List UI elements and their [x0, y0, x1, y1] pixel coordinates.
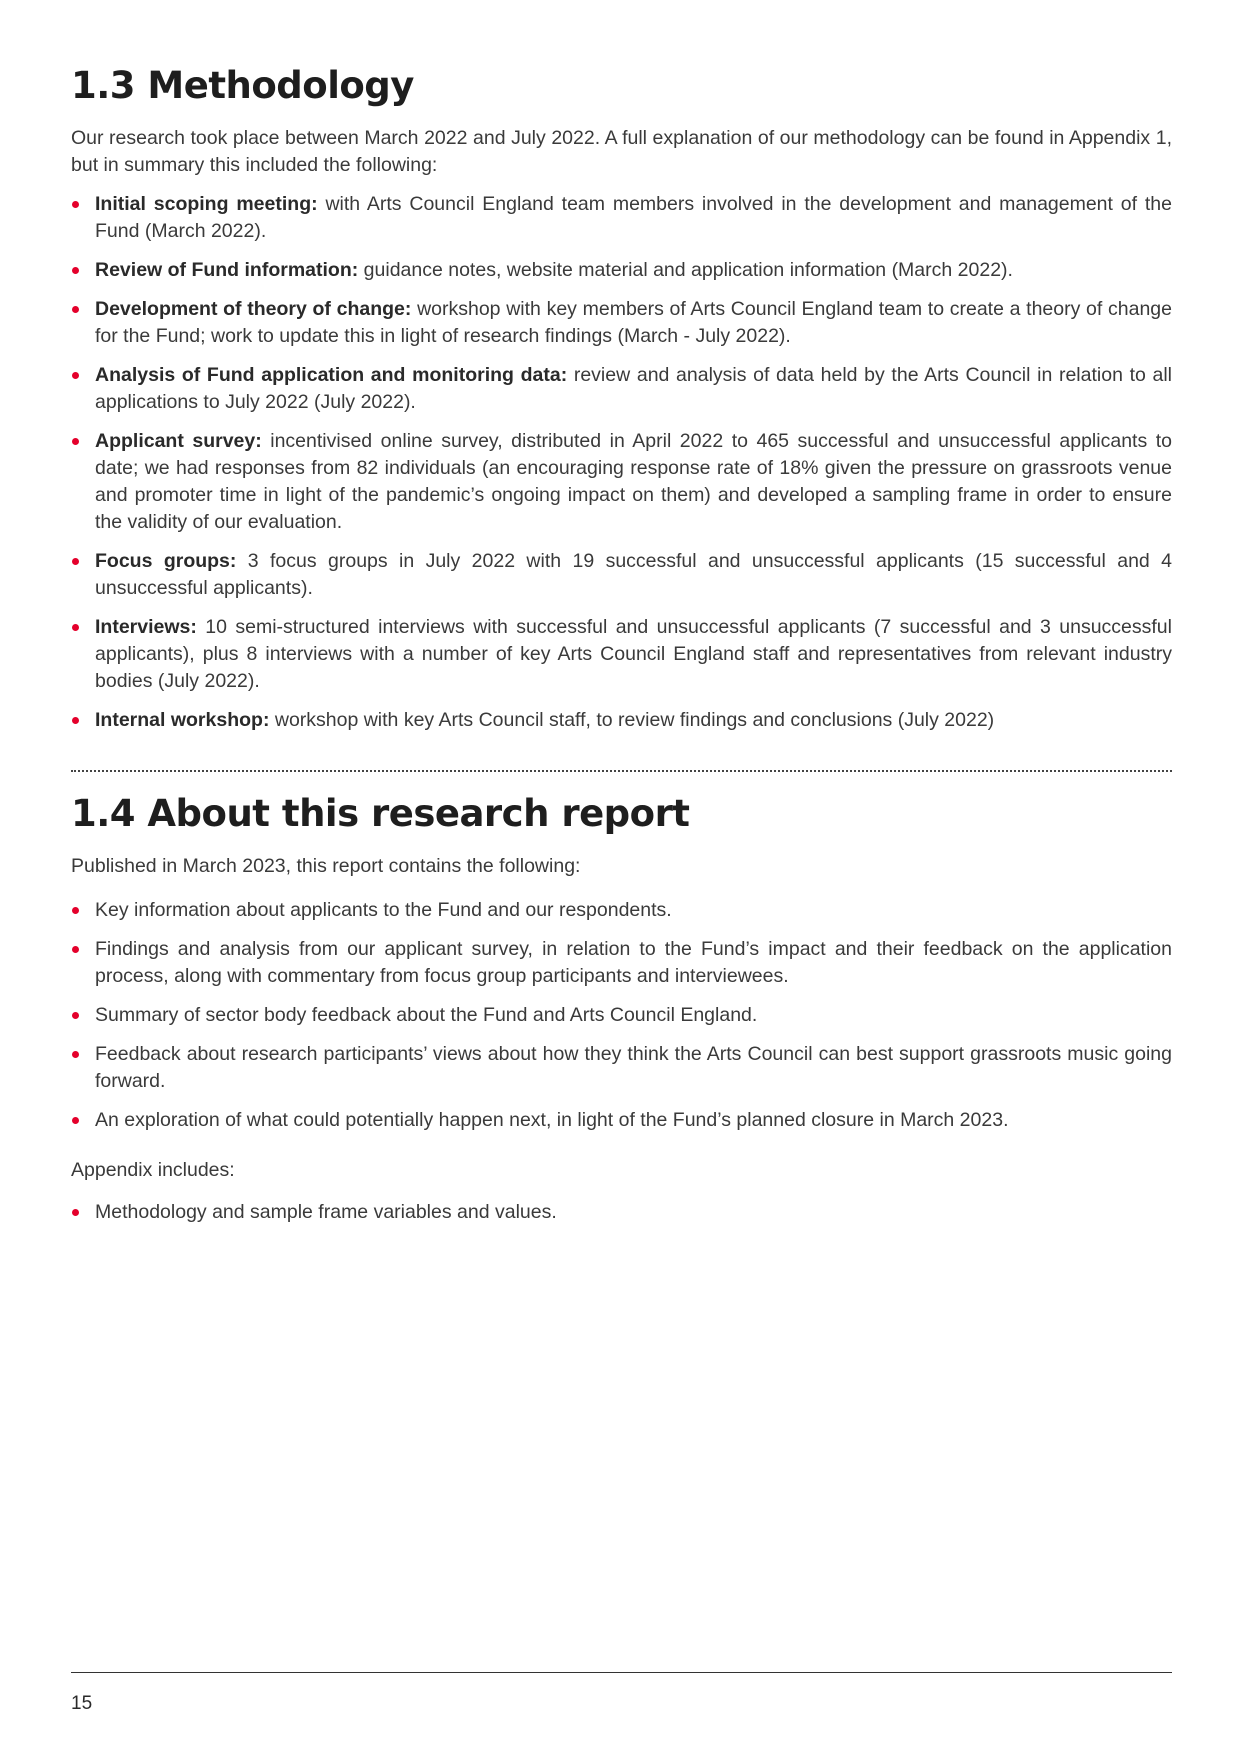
list-item-label: Analysis of Fund application and monitoring data:: [95, 364, 568, 386]
list-item-label: Development of theory of change:: [95, 298, 412, 320]
list-item-label: Review of Fund information:: [95, 259, 359, 281]
list-item-label: Interviews:: [95, 616, 197, 638]
list-item-text: An exploration of what could potentially happen next, in light of the Fund’s planned closure in March 2023.: [95, 1109, 1009, 1131]
list-item: [71, 1199, 1172, 1226]
bullet-icon: [72, 267, 79, 274]
list-item: [71, 362, 1172, 416]
methodology-intro-paragraph: Our research took place between March 2022 and July 2022. A full explanation of our methodology can be found in Appendix 1, but in summary this included the following:: [71, 127, 1172, 176]
bullet-icon: [72, 201, 79, 208]
list-item: [71, 614, 1172, 695]
bullet-icon: [72, 717, 79, 724]
bullet-icon: [72, 372, 79, 379]
list-item-text: Findings and analysis from our applicant survey, in relation to the Fund’s impact and their feedback on the application process, along with commentary from focus group participants and interviewees.: [95, 938, 1172, 987]
bullet-icon: [72, 624, 79, 631]
list-item-label: Initial scoping meeting:: [95, 193, 318, 215]
footer-rule: [71, 1672, 1172, 1673]
list-item-label: Applicant survey:: [95, 430, 262, 452]
list-item: [71, 897, 1172, 924]
list-item: [71, 936, 1172, 990]
section-divider: [71, 770, 1172, 772]
list-item-text: workshop with key Arts Council staff, to review findings and conclusions (July 2022): [269, 709, 995, 731]
appendix-list: [71, 1199, 1172, 1238]
list-item: [71, 1002, 1172, 1029]
section-heading-methodology: 1.3 Methodology: [71, 64, 414, 107]
page-number: 15: [71, 1693, 93, 1714]
list-item-text: Summary of sector body feedback about the Fund and Arts Council England.: [95, 1004, 758, 1026]
list-item-text: guidance notes, website material and application information (March 2022).: [358, 259, 1013, 281]
list-item-text: incentivised online survey, distributed in April 2022 to 465 successful and unsuccessful applicants to date; we had responses from 82 individuals (an encouraging response rate of 18% given the pressure on grassroots venue and promoter time in light of the pandemic’s ongoing impact on them) and developed a sampling frame in order to ensure the validity of our evaluation.: [95, 430, 1172, 533]
list-item: [71, 1107, 1172, 1134]
list-item-text: Key information about applicants to the Fund and our respondents.: [95, 899, 672, 921]
list-item-text: Feedback about research participants’ views about how they think the Arts Council can best support grassroots music going forward.: [95, 1043, 1172, 1092]
list-item-text: workshop with key members of Arts Council England team to create a theory of change for the Fund; work to update this in light of research findings (March - July 2022).: [95, 298, 1172, 347]
list-item: [71, 548, 1172, 602]
list-item-text: with Arts Council England team members involved in the development and management of the Fund (March 2022).: [95, 193, 1172, 242]
bullet-icon: [72, 907, 79, 914]
list-item: [71, 191, 1172, 245]
list-item: [71, 707, 1172, 734]
about-report-intro-paragraph: Published in March 2023, this report contains the following:: [71, 855, 581, 877]
list-item: [71, 257, 1172, 284]
list-item: [71, 296, 1172, 350]
list-item-label: Internal workshop:: [95, 709, 270, 731]
list-item-text: Methodology and sample frame variables and values.: [95, 1201, 557, 1223]
list-item: [71, 428, 1172, 536]
bullet-icon: [72, 558, 79, 565]
bullet-icon: [72, 306, 79, 313]
bullet-icon: [72, 438, 79, 445]
bullet-icon: [72, 1051, 79, 1058]
bullet-icon: [72, 1012, 79, 1019]
list-item-text: 10 semi-structured interviews with successful and unsuccessful applicants (7 successful and 3 unsuccessful applicants), plus 8 interviews with a number of key Arts Council England staff and representatives from relevant industry bodies (July 2022).: [95, 616, 1172, 692]
appendix-intro-paragraph: Appendix includes:: [71, 1159, 235, 1181]
document-page: [71, 0, 1172, 1754]
section-heading-about-report: 1.4 About this research report: [71, 792, 690, 835]
bullet-icon: [72, 1209, 79, 1216]
list-item-label: Focus groups:: [95, 550, 237, 572]
list-item-text: 3 focus groups in July 2022 with 19 successful and unsuccessful applicants (15 successful and 4 unsuccessful applicants).: [95, 550, 1172, 599]
list-item: [71, 1041, 1172, 1095]
bullet-icon: [72, 1117, 79, 1124]
methodology-list: [71, 191, 1172, 746]
list-item-text: review and analysis of data held by the Arts Council in relation to all applications to July 2022 (July 2022).: [95, 364, 1172, 413]
bullet-icon: [72, 946, 79, 953]
report-contents-list: [71, 897, 1172, 1146]
